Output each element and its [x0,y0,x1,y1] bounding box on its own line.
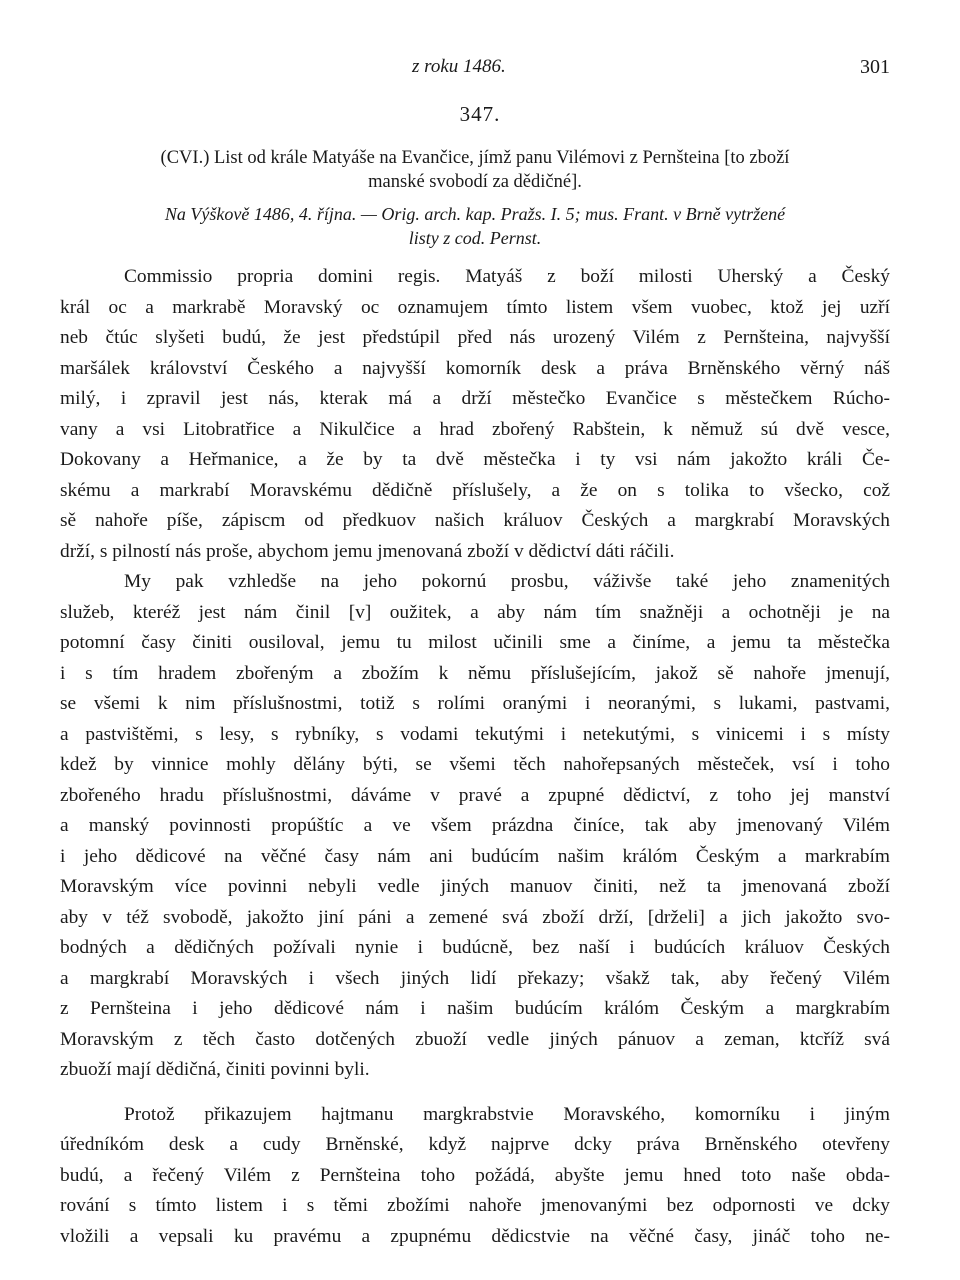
text-line: zbořeného hradu příslušnostmi, dáváme v pravé a zpupné dědictví, z toho jej manství [60,784,890,806]
text-line: Dokovany a Heřmanice, a že by ta dvě městečka i ty vsi nám jakožto králi Če- [60,449,890,470]
running-head: z roku 1486. [412,56,506,77]
text-line: milý, i zpravil jest nás, kterak má a drží městečko Evančice s městečkem Rúcho- [60,388,890,409]
text-line: potomní časy činiti ousiloval, jemu tu milost učinili sme a činíme, a jemu ta městečka [60,632,890,653]
heading-line: (CVI.) List od krále Matyáše na Evančice, jímž panu Vilémovi z Pernšteina [to zboží [160,148,790,168]
paragraph-1 [60,262,890,567]
text-line: i s tím hradem zbořeným a zbožím k němu příslušejícím, jakož sě nahoře jmenují, [60,662,890,684]
text-line: kdež by vinnice mohly dělány býti, se všemi těch nahořepsaných městeček, vsí i toho [60,754,890,775]
text-line: aby v též svobodě, jakožto jiní páni a zemené svá zboží drží, [drželi] a jich jakožto svo- [60,906,890,928]
page-number: 301 [860,56,890,78]
text-line: Protož přikazujem hajtmanu margkrabstvie Moravského, komorníku i jiným [124,1103,890,1125]
text-line: služeb, kteréž jest nám činil [v] oužitek, a aby nám tím snažněji a ochotněji je na [60,601,890,623]
text-line: a pastvištěmi, s lesy, s rybníky, s vodami tekutými i netekutými, s vinicemi i s místy [60,723,890,745]
text-line: a margkrabí Moravských i všech jiných lidí překazy; všakž tak, aby řečený Vilém [60,967,890,989]
text-line: drží, s pilností nás proše, abychom jemu jmenovaná zboží v dědictví dáti ráčili. [60,540,675,562]
text-line: Commissio propria domini regis. Matyáš z boží milosti Uherský a Český [124,266,890,287]
text-line: vany a vsi Litobratřice a Nikulčice a hrad zbořený Rabštein, k němuž sú dvě vesce, [60,418,890,440]
text-line: z Pernšteina i jeho dědicové nám i našim budúcím králóm Českým a margkrabím [60,998,890,1019]
text-line: vložili a vepsali ku pravému a zpupnému dědicstvie na věčné časy, jináč toho ne- [60,1225,890,1247]
heading-line: manské svobodí za dědičné]. [368,172,582,192]
document-number: 347. [459,102,501,126]
paragraph-2 [60,567,890,1086]
source-note [60,202,890,250]
source-line: listy z cod. Pernst. [408,228,542,248]
text-line: My pak vzhledše na jeho pokornú prosbu, váživše také jeho znamenitých [124,571,890,592]
text-line: král oc a markrabě Moravský oc oznamujem tímto listem všem vuobec, ktož jej uzří [60,296,890,318]
text-line: Moravským z těch často dotčených zbuoží vedle jiných pánuov a zeman, ktcříž svá [60,1028,890,1050]
text-line: zbuoží mají dědičná, činiti povinni byli. [60,1059,370,1080]
text-line: neb čtúc slyšeti budú, že jest předstúpil před nás urozený Vilém z Pernšteina, najvyšší [60,327,890,348]
text-line: i jeho dědicové na věčné časy nám ani budúcím našim králóm Českým a markrabím [60,845,890,867]
text-line: úředníkóm desk a cudy Brněnské, když najprve dcky práva Brněnského otevřeny [60,1134,890,1155]
source-line: Na Výškově 1486, 4. října. — Orig. arch. kap. Pražs. I. 5; mus. Frant. v Brně vytržené [164,204,786,224]
text-line: se všemi k nim příslušnostmi, totiž s rolími oranými i neoranými, s lukami, pastvami, [60,693,890,714]
text-line: budú, a řečený Vilém z Pernšteina toho požádá, abyšte jemu hned toto naše obda- [60,1164,890,1186]
document-heading [60,146,890,194]
text-line: a manský povinnosti propúštíc a ve všem prázdna činíce, tak aby jmenovaný Vilém [60,815,890,836]
text-line: Moravským více povinni nebyli vedle jiných manuov činiti, než ta jmenovaná zboží [60,876,890,897]
document-body [60,262,890,1252]
text-line: sě nahoře píše, zápiscm od předkuov našich králuov Českých a margkrabí Moravských [60,510,890,531]
text-line: skému a markrabí Moravskému dědičně příslušely, a že on s tolika to všecko, což [60,479,890,501]
text-line: bodných a dědičných požívali nynie i budúcně, bez naší i budúcích králuov Českých [60,937,890,958]
paragraph-3 [60,1100,890,1253]
text-line: rování s tímto listem i s těmi zbožími nahoře jmenovanými bez odpornosti ve dcky [60,1195,890,1216]
text-line: maršálek království Českého a najvyšší komorník desk a práva Brněnského věrný náš [60,357,890,379]
